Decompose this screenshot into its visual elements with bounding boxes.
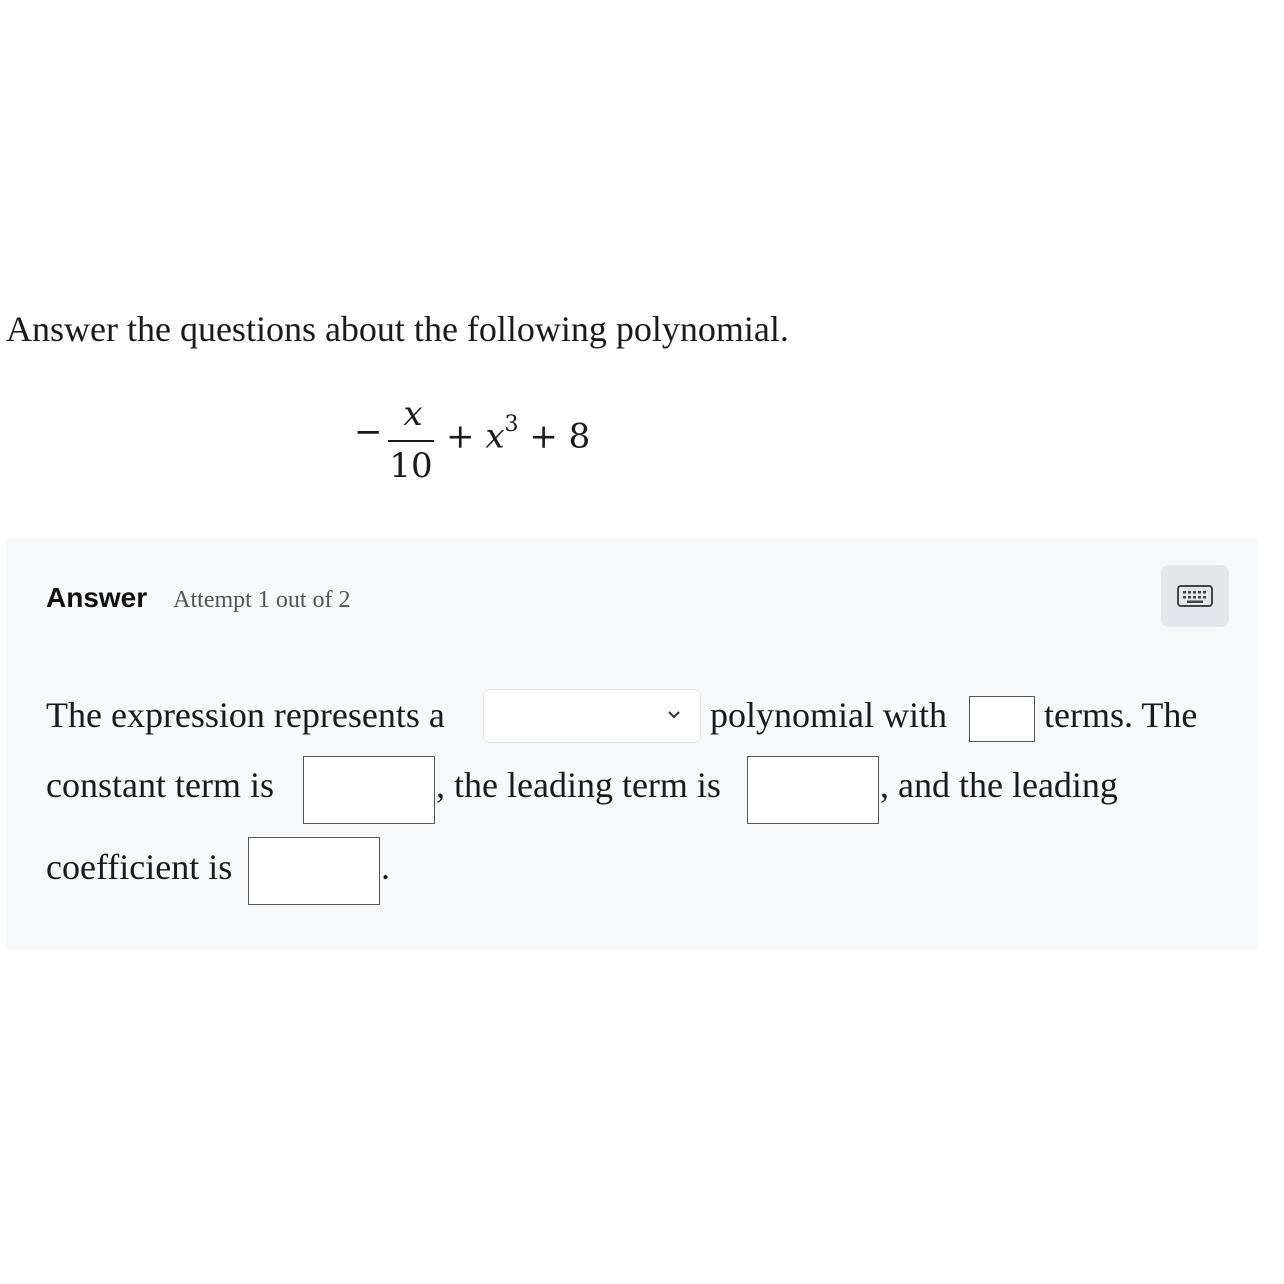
sentence-part-2: polynomial with [710,695,947,735]
fraction-bar [388,440,434,442]
sentence-part-3: terms. The [1044,695,1198,735]
chevron-down-icon [666,704,682,726]
sentence-part-7: coefficient is [46,847,233,887]
keyboard-icon [1177,584,1213,608]
polynomial-type-dropdown[interactable] [483,689,701,743]
answer-title: Answer [46,582,148,613]
expression-rest [446,412,591,457]
leading-coefficient-input[interactable] [248,837,380,905]
answer-panel [6,538,1257,950]
answer-header [46,582,350,614]
plus-sign-2: + [529,416,558,457]
sentence-part-1: The expression represents a [46,695,445,735]
question-prompt: Answer the questions about the following polynomial. [6,309,789,349]
constant-term-input[interactable] [303,756,435,824]
sentence-part-4: constant term is [46,765,274,805]
sentence-part-5: , the leading term is [436,765,721,805]
fraction-denominator: 10 [389,446,433,486]
leading-term-input[interactable] [747,756,879,824]
sentence-period: . [381,847,390,887]
polynomial-expression [350,394,650,494]
sentence-part-6: , and the leading [880,765,1118,805]
fraction-numerator: x [403,394,423,434]
number-of-terms-input[interactable] [969,696,1035,742]
keyboard-button[interactable] [1161,565,1229,627]
constant-term: 8 [568,416,591,457]
exponent: 3 [504,412,519,437]
plus-sign: + [446,416,475,457]
variable-x: x [485,416,505,457]
minus-sign: − [354,412,383,452]
attempt-counter: Attempt 1 out of 2 [173,587,351,613]
